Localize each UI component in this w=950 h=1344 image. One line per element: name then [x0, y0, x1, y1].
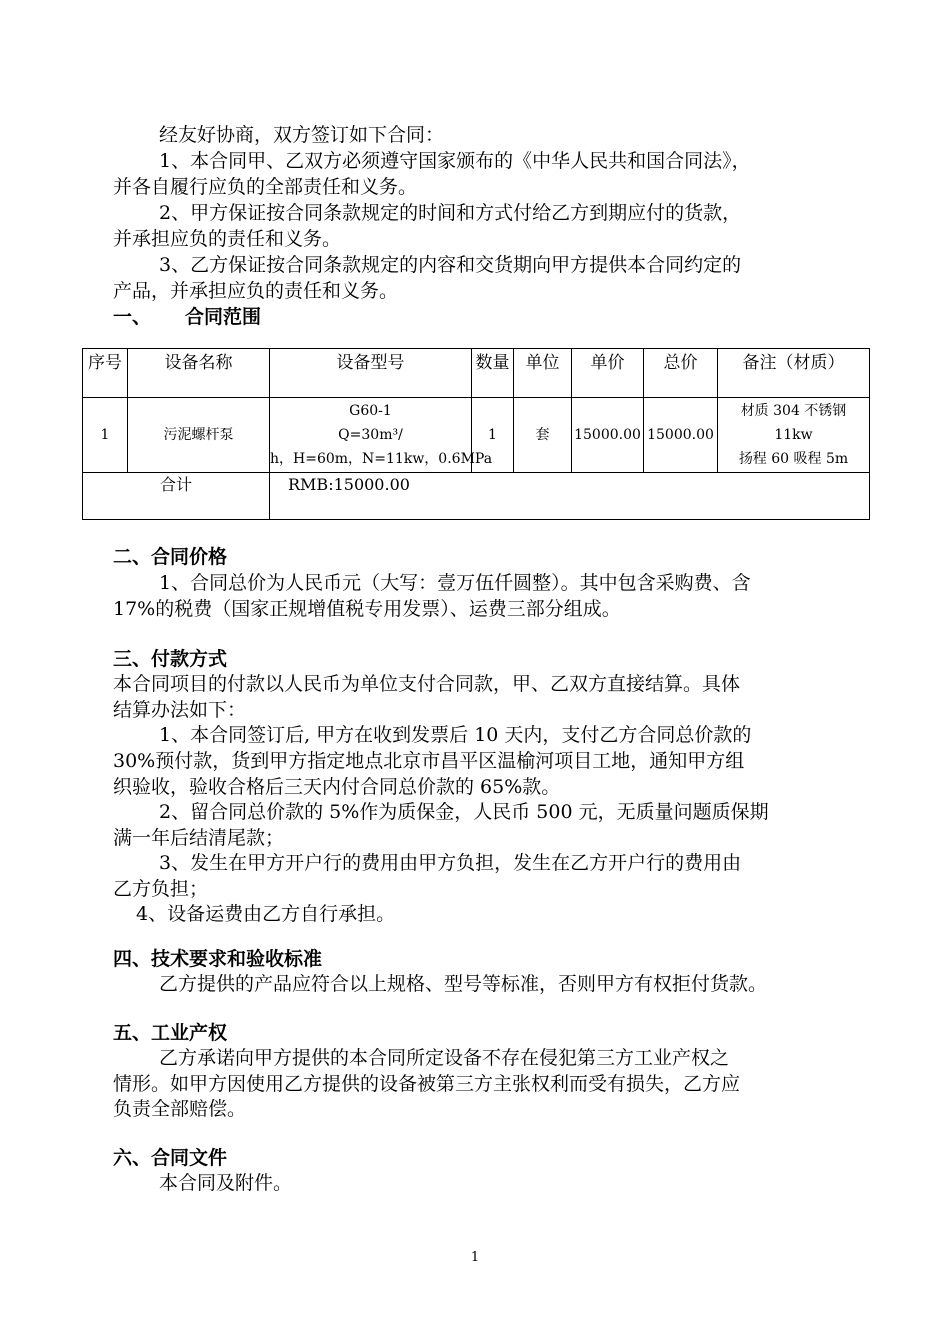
model-line-1: G60-1	[349, 403, 392, 419]
s3-p3-line-a: 3、发生在甲方开户行的费用由甲方负担，发生在乙方开户行的费用由	[159, 852, 742, 874]
clause-2-line-b: 并承担应负的责任和义务。	[113, 228, 342, 250]
clause-3-line-b: 产品，并承担应负的责任和义务。	[113, 280, 399, 302]
row-price: 15000.00	[572, 398, 644, 473]
header-cell: 设备型号	[270, 349, 472, 398]
header-cell: 设备名称	[128, 349, 270, 398]
s3-p1-line-c: 织验收，验收合格后三天内付合同总价款的 65%款。	[113, 776, 561, 798]
header-cell: 单价	[572, 349, 644, 398]
section-5-heading: 五、工业产权	[113, 1022, 228, 1044]
clause-1-line-b: 并各自履行应负的全部责任和义务。	[113, 176, 418, 198]
row-qty: 1	[472, 398, 514, 473]
section-1-number: 一、	[113, 306, 152, 328]
s3-p3-line-b: 乙方负担；	[113, 878, 209, 900]
s5-p1-line-c: 负责全部赔偿。	[113, 1098, 247, 1120]
note-line-2: 11kw	[774, 427, 813, 443]
header-cell: 单位	[514, 349, 572, 398]
header-cell: 备注（材质）	[718, 349, 870, 398]
s5-p1-line-a: 乙方承诺向甲方提供的本合同所定设备不存在侵犯第三方工业产权之	[159, 1047, 730, 1069]
s2-p1-line-a: 1、合同总价为人民币元（大写：壹万伍仟圆整）。其中包含采购费、含	[159, 572, 751, 594]
s2-p1-line-b: 17%的税费（国家正规增值税专用发票）、运费三部分组成。	[113, 598, 621, 620]
s3-p4: 4、设备运费由乙方自行承担。	[136, 903, 396, 925]
row-no: 1	[83, 398, 128, 473]
intro-line: 经友好协商，双方签订如下合同：	[159, 124, 445, 146]
section-1-title: 合同范围	[185, 306, 262, 328]
s4-p1: 乙方提供的产品应符合以上规格、型号等标准，否则甲方有权拒付货款。	[159, 973, 768, 995]
row-name: 污泥螺杆泵	[128, 398, 270, 473]
section-3-heading: 三、付款方式	[113, 648, 228, 670]
sum-value-text: RMB:15000.00	[288, 475, 410, 494]
sum-value	[270, 473, 870, 520]
clause-3-line-a: 3、乙方保证按合同条款规定的内容和交货期向甲方提供本合同约定的	[159, 254, 742, 276]
row-total: 15000.00	[644, 398, 718, 473]
model-line-2: Q=30m³/	[338, 427, 403, 443]
header-cell: 总价	[644, 349, 718, 398]
section-1-heading	[113, 304, 261, 330]
s3-p0-line-a: 本合同项目的付款以人民币为单位支付合同款，甲、乙双方直接结算。具体	[113, 673, 741, 695]
note-line-1: 材质 304 不锈钢	[740, 403, 847, 419]
row-model	[270, 398, 493, 473]
s6-p1: 本合同及附件。	[159, 1172, 293, 1194]
row-unit: 套	[514, 398, 572, 473]
header-cell: 序号	[83, 349, 128, 398]
sum-label: 合计	[83, 473, 270, 520]
s5-p1-line-b: 情形。如甲方因使用乙方提供的设备被第三方主张权利而受有损失，乙方应	[113, 1073, 741, 1095]
s3-p1-line-b: 30%预付款，货到甲方指定地点北京市昌平区温榆河项目工地，通知甲方组	[113, 750, 745, 772]
table-header-row	[83, 349, 870, 398]
clause-1-line-a: 1、本合同甲、乙双方必须遵守国家颁布的《中华人民共和国合同法》，	[159, 150, 751, 172]
clause-2-line-a: 2、甲方保证按合同条款规定的时间和方式付给乙方到期应付的货款，	[159, 202, 742, 224]
section-4-heading: 四、技术要求和验收标准	[113, 948, 323, 970]
s3-p2-line-b: 满一年后结清尾款；	[113, 827, 285, 849]
section-6-heading: 六、合同文件	[113, 1147, 228, 1169]
table-row	[83, 398, 870, 473]
s3-p1-line-a: 1、本合同签订后, 甲方在收到发票后 10 天内，支付乙方合同总价款的	[159, 724, 752, 746]
page-number: 1	[470, 1250, 480, 1265]
section-2-heading: 二、合同价格	[113, 546, 228, 568]
model-line-3: h，H=60m，N=11kw，0.6MPa	[270, 451, 493, 467]
equipment-table	[82, 348, 870, 520]
s3-p0-line-b: 结算办法如下：	[113, 699, 247, 721]
s3-p2-line-a: 2、留合同总价款的 5%作为质保金，人民币 500 元，无质量问题质保期	[159, 801, 769, 823]
row-note	[718, 398, 870, 473]
note-line-3: 扬程 60 吸程 5m	[738, 451, 849, 467]
header-cell: 数量	[472, 349, 514, 398]
table-total-row	[83, 473, 870, 520]
